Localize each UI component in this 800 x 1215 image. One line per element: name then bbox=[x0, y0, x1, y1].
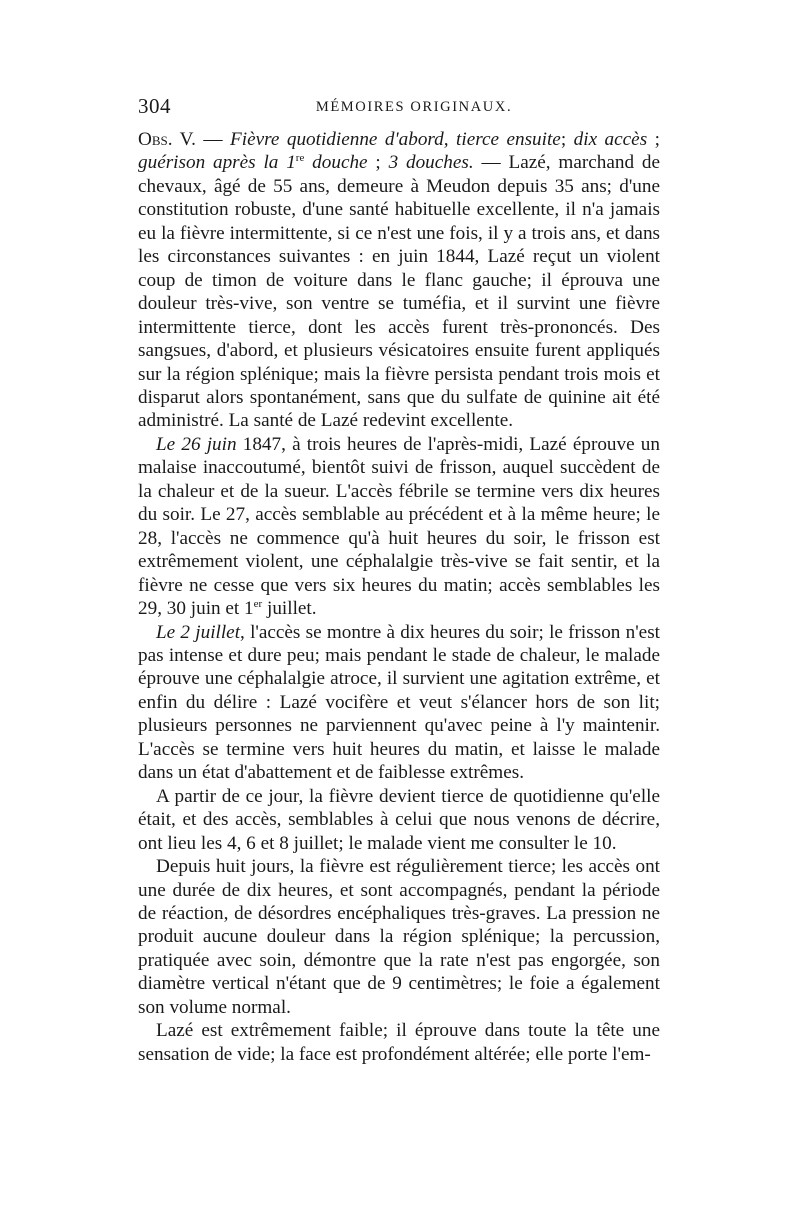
paragraph-text: 1847, à trois heures de l'après-midi, Lazé éprouve un malaise inaccoutumé, bientôt suivi de frisson, auquel succèdent de la chaleur et de la sueur. L'accès fébrile se termine vers dix heures du soir. Le 27, accès semblable au précédent et à la même heure; le 28, l'accès ne commence qu'à huit heures du soir, le frisson est extrêmement violent, une céphalalgie très-vive se fait sentir, et la fièvre ne cesse que vers six heures du matin; accès semblables les 29, 30 juin et 1 bbox=[138, 433, 660, 620]
paragraph-text: juillet. bbox=[262, 598, 317, 620]
date-lead: Le 2 juillet bbox=[156, 621, 241, 643]
observation-label: Obs. V. bbox=[138, 129, 196, 150]
paragraph-tertian bbox=[138, 785, 660, 855]
observation-title-part: douche bbox=[304, 152, 368, 174]
page-header bbox=[138, 94, 660, 124]
title-separator: ; bbox=[560, 129, 574, 150]
running-title: MÉMOIRES ORIGINAUX. bbox=[315, 99, 513, 115]
ordinal-superscript: er bbox=[253, 598, 263, 611]
paragraph-eight-days bbox=[138, 855, 660, 1019]
title-dash: — bbox=[195, 129, 231, 150]
observation-title-part: dix accès bbox=[573, 129, 648, 150]
paragraph-weakness bbox=[138, 1019, 660, 1066]
paragraph-text: A partir de ce jour, la fièvre devient tierce de quotidienne qu'elle était, et des accès, semblables à celui que nous venons de décrire, ont lieu les 4, 6 et 8 juillet; le malade vient me consulter le 10. bbox=[138, 785, 660, 854]
date-lead: Le 26 juin bbox=[156, 433, 237, 455]
title-separator: ; bbox=[367, 152, 389, 174]
observation-title-part: Fièvre quotidienne d'abord, tierce ensuite bbox=[230, 129, 561, 150]
paragraph-text: Depuis huit jours, la fièvre est régulièrement tierce; les accès ont une durée de dix heures, et sont accompagnés, pendant la période de réaction, de désordres encéphaliques très-graves. La pression ne produit aucune douleur dans la région splénique; la percussion, pratiquée avec soin, démontre que la rate n'est pas engorgée, son diamètre vertical n'étant que de 9 centimètres; le foie a également son volume normal. bbox=[138, 856, 660, 1018]
observation-title-part: 3 douches. bbox=[388, 152, 474, 174]
observation-intro-text: — Lazé, marchand de chevaux, âgé de 55 ans, demeure à Meudon depuis 35 ans; d'une constitution robuste, d'une santé habituelle excellente, il n'a jamais eu la fièvre intermittente, si ce n'est une fois, il y a trois ans, et dans les circonstances suivantes : en juin 1844, Lazé reçut un violent coup de timon de voiture dans le flanc gauche; il éprouva une douleur très-vive, son ventre se tuméfia, et il survint une fièvre intermittente tierce, dont les accès furent très-prononcés. Des sangsues, d'abord, et plusieurs vésicatoires ensuite furent appliqués sur la région splénique; mais la fièvre persista pendant trois mois et disparut alors spontanément, sans que du sulfate de quinine ait été administré. La santé de Lazé redevint excellente. bbox=[138, 152, 660, 432]
observation-title-part: guérison après la 1 bbox=[138, 152, 296, 174]
body-text bbox=[138, 128, 660, 1066]
paragraph-june-26 bbox=[138, 433, 660, 621]
observation-paragraph bbox=[138, 128, 660, 433]
page-number: 304 bbox=[138, 94, 171, 118]
paragraph-text: , l'accès se montre à dix heures du soir; le frisson n'est pas intense et dure peu; mais pendant le stade de chaleur, le malade éprouve une céphalalgie atroce, il survient une agitation extrême, et enfin du délire : Lazé vocifère et veut s'élancer hors de son lit; plusieurs personnes ne parviennent qu'avec peine à l'y maintenir. L'accès se termine vers huit heures du matin, et laisse le malade dans un état d'abattement et de faiblesse extrêmes. bbox=[138, 621, 660, 784]
title-separator: ; bbox=[647, 129, 660, 150]
paragraph-july-2 bbox=[138, 621, 660, 785]
ordinal-superscript: re bbox=[295, 152, 305, 165]
paragraph-text: Lazé est extrêmement faible; il éprouve dans toute la tête une sensation de vide; la face est profondément altérée; elle porte l'em- bbox=[138, 1020, 660, 1065]
